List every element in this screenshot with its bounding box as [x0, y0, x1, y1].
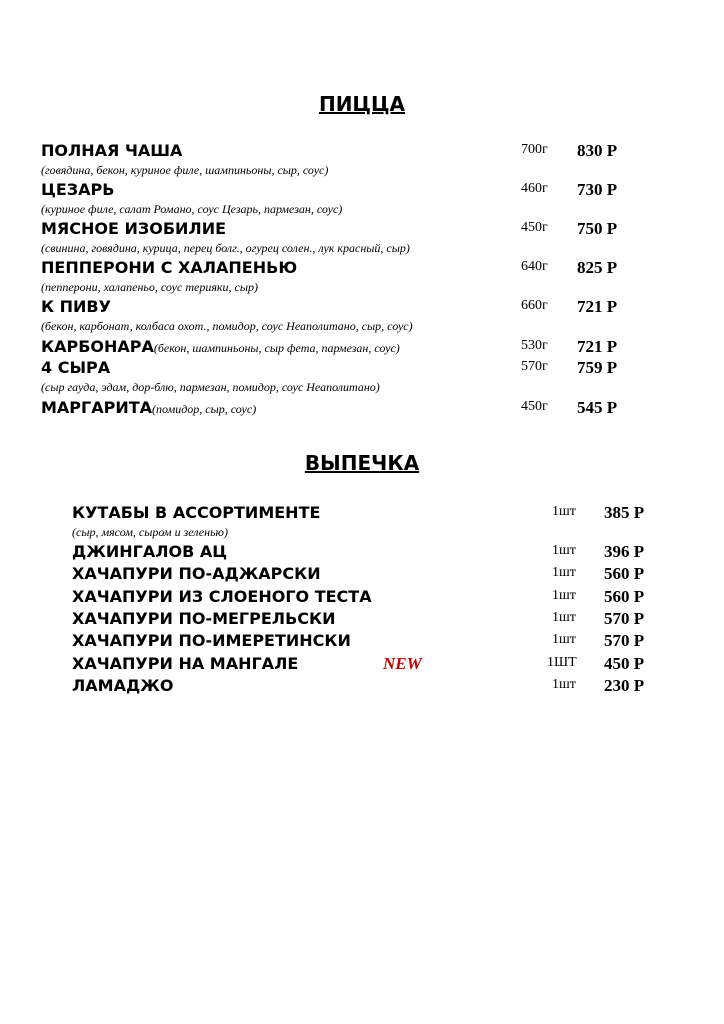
pizza-item-price: 721 Р: [577, 337, 618, 356]
bakery-item-qty: 1ШТ: [547, 655, 577, 670]
new-badge: NEW: [383, 654, 422, 673]
pizza-item-weight: 660г: [521, 298, 548, 313]
pizza-item-name: ПЕППЕРОНИ С ХАЛАПЕНЬЮ: [41, 258, 298, 277]
bakery-item-qty: 1шт: [552, 543, 576, 558]
bakery-item-qty: 1шт: [552, 632, 576, 647]
pizza-item-desc: (бекон, карбонат, колбаса охот., помидор, соус Неаполитано, сыр, соус): [41, 319, 413, 333]
pizza-item-weight: 450г: [521, 220, 548, 235]
bakery-item-name: КУТАБЫ В АССОРТИМЕНТЕ: [72, 503, 321, 522]
pizza-item-desc: (говядина, бекон, куриное филе, шампиньоны, сыр, соус): [41, 163, 329, 177]
pizza-item-name: ЦЕЗАРЬ: [41, 180, 115, 199]
pizza-item-weight: 570г: [521, 359, 548, 374]
bakery-item-price: 560 Р: [604, 564, 645, 583]
bakery-item-price: 450 Р: [604, 654, 645, 673]
pizza-item-name: МЯСНОЕ ИЗОБИЛИЕ: [41, 219, 227, 238]
pizza-item-weight: 460г: [521, 181, 548, 196]
pizza-item-weight: 450г: [521, 399, 548, 414]
bakery-item-qty: 1шт: [552, 610, 576, 625]
bakery-item-qty: 1шт: [552, 504, 576, 519]
pizza-item-price: 545 Р: [577, 398, 618, 417]
pizza-item-desc: (свинина, говядина, курица, перец болг., огурец солен., лук красный, сыр): [41, 241, 410, 255]
pizza-item-weight: 640г: [521, 259, 548, 274]
bakery-item-qty: 1шт: [552, 588, 576, 603]
bakery-item-name: ХАЧАПУРИ НА МАНГАЛЕ: [72, 654, 299, 673]
pizza-item-price: 825 Р: [577, 258, 618, 277]
pizza-item-name-row: [41, 338, 400, 357]
pizza-item-name-row: [41, 399, 256, 418]
pizza-item-name: 4 СЫРА: [41, 358, 111, 377]
bakery-item-qty: 1шт: [552, 677, 576, 692]
pizza-item-name: КАРБОНАРА: [41, 337, 154, 356]
bakery-item-price: 385 Р: [604, 503, 645, 522]
bakery-item-price: 230 Р: [604, 676, 645, 695]
bakery-item-price: 570 Р: [604, 609, 645, 628]
pizza-section-title: ПИЦЦА: [318, 92, 406, 116]
bakery-item-name: ЛАМАДЖО: [72, 676, 174, 695]
pizza-item-desc: (бекон, шампиньоны, сыр фета, пармезан, соус): [153, 341, 400, 355]
bakery-item-qty: 1шт: [552, 565, 576, 580]
pizza-item-name: К ПИВУ: [41, 297, 111, 316]
pizza-item-name: МАРГАРИТА: [41, 398, 153, 417]
pizza-item-desc: (куриное филе, салат Романо, соус Цезарь, пармезан, соус): [41, 202, 343, 216]
bakery-item-name: ДЖИНГАЛОВ АЦ: [72, 542, 228, 561]
bakery-item-price: 570 Р: [604, 631, 645, 650]
pizza-item-desc: (сыр гауда, эдам, дор-блю, пармезан, помидор, соус Неаполитано): [41, 380, 380, 394]
pizza-item-price: 759 Р: [577, 358, 618, 377]
pizza-item-weight: 700г: [521, 142, 548, 157]
pizza-item-name: ПОЛНАЯ ЧАША: [41, 141, 183, 160]
bakery-item-desc: (сыр, мясом, сыром и зеленью): [72, 525, 229, 539]
pizza-item-price: 730 Р: [577, 180, 618, 199]
bakery-item-price: 396 Р: [604, 542, 645, 561]
bakery-item-name: ХАЧАПУРИ ИЗ СЛОЕНОГО ТЕСТА: [72, 587, 372, 606]
bakery-item-name: ХАЧАПУРИ ПО-ИМЕРЕТИНСКИ: [72, 631, 351, 650]
pizza-item-price: 721 Р: [577, 297, 618, 316]
bakery-section-title: ВЫПЕЧКА: [304, 451, 420, 475]
pizza-item-weight: 530г: [521, 338, 548, 353]
pizza-item-price: 830 Р: [577, 141, 618, 160]
pizza-item-price: 750 Р: [577, 219, 618, 238]
bakery-item-price: 560 Р: [604, 587, 645, 606]
pizza-item-desc: (пепперони, халапеньо, соус терияки, сыр): [41, 280, 258, 294]
bakery-item-name: ХАЧАПУРИ ПО-АДЖАРСКИ: [72, 564, 321, 583]
pizza-item-desc: (помидор, сыр, соус): [152, 402, 257, 416]
bakery-item-name: ХАЧАПУРИ ПО-МЕГРЕЛЬСКИ: [72, 609, 336, 628]
